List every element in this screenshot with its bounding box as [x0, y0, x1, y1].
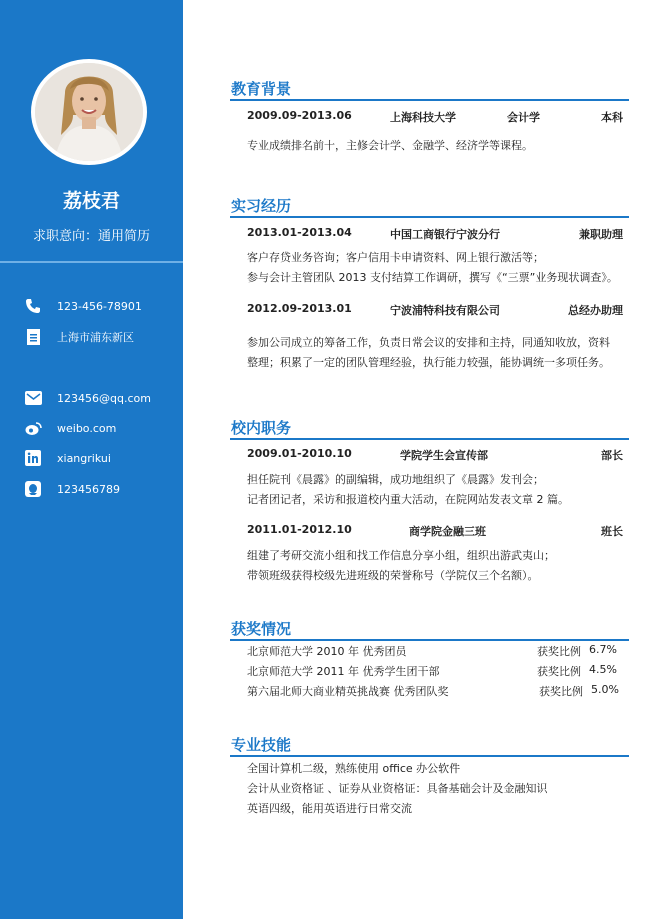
avatar-frame: [31, 59, 147, 165]
section-title-education: 教育背景: [231, 80, 292, 98]
contact-address: 上海市浦东新区: [24, 327, 134, 347]
section-title-campus: 校内职务: [231, 419, 292, 437]
section-divider: [230, 99, 629, 101]
section-divider: [230, 216, 629, 218]
sidebar-divider: [0, 261, 183, 263]
skill-line: 全国计算机二级，熟练使用 office 办公软件: [247, 762, 461, 775]
document-icon: [24, 328, 42, 346]
profile-name: 荔枝君: [62, 190, 120, 212]
job-description-line: 担任院刊《晨露》的副编辑，成功地组织了《晨露》发刊会；: [247, 473, 544, 486]
section-title-skills: 专业技能: [231, 736, 292, 754]
contact-qq[interactable]: 123456789: [24, 479, 120, 499]
job-description-line: 客户存贷业务咨询；客户信用卡申请资料、网上银行激活等；: [247, 251, 544, 264]
phone-icon: [24, 297, 42, 315]
skill-line: 英语四级，能用英语进行日常交流: [247, 802, 412, 815]
section-title-internship: 实习经历: [231, 197, 292, 215]
contact-weibo[interactable]: weibo.com: [24, 418, 116, 438]
contact-linkedin[interactable]: xiangrikui: [24, 448, 111, 468]
section-divider: [230, 639, 629, 641]
job-description-line: 参与会计主管团队 2013 支付结算工作调研，撰写《“三票”业务现状调查》。: [247, 271, 618, 284]
education-description: 专业成绩排名前十，主修会计学、金融学、经济学等课程。: [247, 139, 533, 152]
sidebar: [0, 0, 183, 919]
avatar: [35, 63, 143, 161]
contact-phone: 123-456-78901: [24, 296, 142, 316]
skill-line: 会计从业资格证 、证券从业资格证：具备基础会计及金融知识: [247, 782, 548, 795]
mail-icon: [24, 389, 42, 407]
job-description-line: 整理；积累了一定的团队管理经验，执行能力较强，能协调统一多项任务。: [247, 356, 610, 369]
weibo-icon: [24, 419, 42, 437]
job-description-line: 记者团记者，采访和报道校内重大活动，在院网站发表文章 2 篇。: [247, 493, 569, 506]
section-title-awards: 获奖情况: [231, 620, 292, 638]
job-description-line: 组建了考研交流小组和找工作信息分享小组，组织出游武夷山；: [247, 549, 555, 562]
linkedin-icon: [24, 449, 42, 467]
qq-icon: [24, 480, 42, 498]
job-description-line: 参加公司成立的筹备工作，负责日常会议的安排和主持，同通知收放，资料: [247, 336, 610, 349]
job-intent: 求职意向：通用简历: [32, 229, 150, 244]
job-description-line: 带领班级获得校级先进班级的荣誉称号（学院仅三个名额）。: [247, 569, 539, 582]
section-divider: [230, 755, 629, 757]
section-divider: [230, 438, 629, 440]
contact-email[interactable]: 123456@qq.com: [24, 388, 151, 408]
